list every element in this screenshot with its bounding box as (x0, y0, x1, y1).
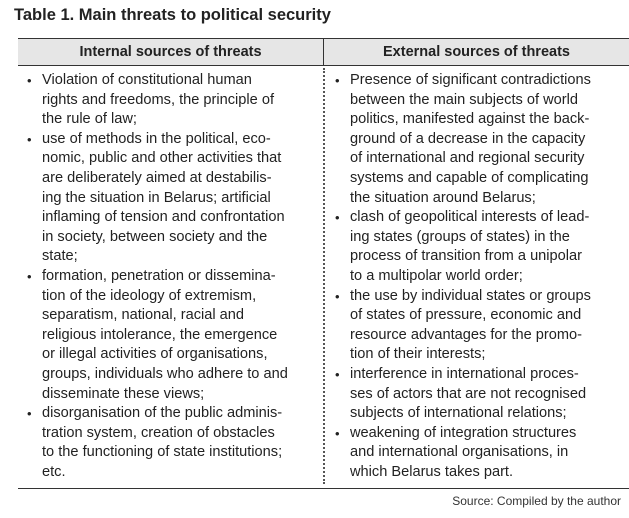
internal-threat-item-line: use of methods in the political, eco- (42, 130, 271, 147)
bullet-icon: • (335, 366, 340, 382)
internal-threat-item (24, 71, 318, 130)
internal-threat-item-line: or illegal activities of organisations, (42, 346, 268, 363)
internal-threat-item-line: tion of the ideology of extremism, (42, 287, 257, 304)
internal-threat-item-line: in society, between society and the (42, 228, 268, 245)
external-threat-item-line: the situation around Belarus; (350, 189, 536, 206)
internal-threat-item-line: the rule of law; (42, 111, 137, 128)
external-threat-item-line: process of transition from a unipolar (350, 248, 582, 265)
internal-threat-item-line: are deliberately aimed at destabilis- (42, 169, 272, 186)
bullet-icon: • (335, 73, 340, 88)
threats-table (18, 38, 629, 489)
header-internal: Internal sources of threats (79, 44, 262, 60)
bullet-icon: • (27, 131, 32, 147)
internal-threat-item-line: inflaming of tension and confrontation (42, 209, 285, 226)
external-threat-item-line: weakening of integration structures (350, 424, 577, 441)
external-threat-item-line: subjects of international relations; (350, 405, 567, 422)
external-threat-item-line: the use by individual states or groups (350, 287, 591, 304)
source-note: Source: Compiled by the author (452, 494, 621, 508)
external-threat-item-line: tion of their interests; (350, 346, 486, 363)
bullet-icon: • (27, 406, 32, 422)
external-threat-item (332, 71, 622, 208)
bullet-icon: • (335, 210, 340, 226)
internal-threat-item-line: formation, penetration or dissemina- (42, 267, 276, 284)
external-threat-item-line: to a multipolar world order; (350, 267, 523, 284)
column-divider (323, 68, 325, 484)
internal-threat-item-line: ing the situation in Belarus; artificial (42, 189, 271, 206)
internal-threat-item-line: disorganisation of the public adminis- (42, 405, 283, 422)
external-threat-item-line: ses of actors that are not recognised (350, 385, 587, 402)
internal-threat-item-line: state; (42, 248, 78, 265)
external-threat-item-line: Presence of significant contradictions (350, 72, 591, 88)
internal-threat-item-line: to the functioning of state institutions; (42, 444, 283, 461)
header-external: External sources of threats (383, 44, 570, 60)
internal-threat-item-line: religious intolerance, the emergence (42, 326, 278, 343)
external-threat-item-line: resource advantages for the promo- (350, 326, 583, 343)
external-threat-item-line: between the main subjects of world (350, 91, 578, 108)
external-threat-item-line: ground of a decrease in the capacity (350, 130, 586, 147)
external-threat-item-line: of international and regional security (350, 150, 585, 167)
external-threat-item-line: which Belarus takes part. (350, 463, 514, 480)
internal-threat-item (24, 404, 318, 482)
external-threat-item (332, 208, 622, 286)
bullet-icon: • (27, 268, 32, 284)
external-threat-item (332, 424, 622, 483)
bullet-icon: • (335, 288, 340, 304)
external-threat-item-line: clash of geopolitical interests of lead- (350, 209, 590, 226)
internal-threat-item-line: groups, individuals who adhere to and (42, 365, 288, 382)
table-header (18, 38, 629, 66)
external-threat-item (332, 365, 622, 424)
internal-threat-item-line: tration system, creation of obstacles (42, 424, 275, 441)
internal-threat-item (24, 267, 318, 404)
bullet-icon: • (27, 73, 32, 88)
internal-threat-item-line: separatism, national, racial and (42, 307, 244, 324)
internal-threat-item-line: rights and freedoms, the principle of (42, 91, 275, 108)
external-threat-item-line: systems and capable of complicating (350, 169, 589, 186)
external-threat-item (332, 287, 622, 365)
internal-threat-item-line: etc. (42, 463, 66, 480)
internal-threats-list (24, 71, 318, 482)
internal-threat-item (24, 130, 318, 267)
table-title: Table 1. Main threats to political security (14, 6, 331, 24)
external-threats-list (332, 71, 622, 482)
internal-threat-item-line: disseminate these views; (42, 385, 205, 402)
bullet-icon: • (335, 425, 340, 441)
internal-threat-item-line: nomic, public and other activities that (42, 150, 282, 167)
external-threat-item-line: ing states (groups of states) in the (350, 228, 570, 245)
external-threat-item-line: of states of pressure, economic and (350, 307, 582, 324)
external-threat-item-line: interference in international proces- (350, 365, 579, 382)
external-threat-item-line: and international organisations, in (350, 444, 569, 461)
external-threat-item-line: politics, manifested against the back- (350, 111, 590, 128)
internal-threat-item-line: Violation of constitutional human (42, 72, 252, 88)
